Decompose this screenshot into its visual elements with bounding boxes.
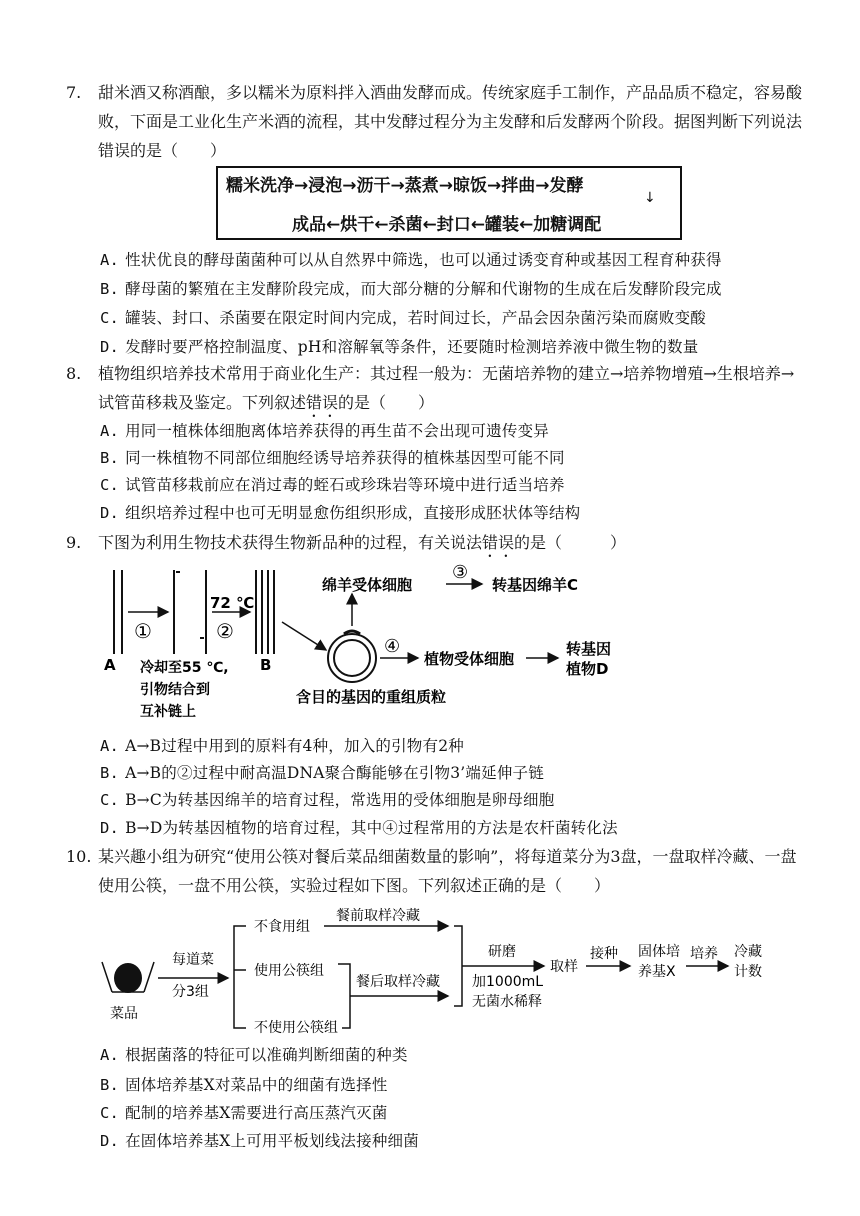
pcr-transgenic-diagram xyxy=(100,562,660,728)
separated-strands xyxy=(174,570,206,654)
flow-chart-box xyxy=(216,166,682,240)
group-1: 不食用组 xyxy=(254,919,310,935)
option-b: B. A→B的②过程中耐高温DNA聚合酶能够在引物3’端延伸子链 xyxy=(100,764,544,782)
dna-strand-a xyxy=(114,570,122,654)
plant-result-2: 植物D xyxy=(566,660,609,678)
label-b: B xyxy=(260,656,272,674)
arrow-to-plasmid xyxy=(282,622,326,650)
merge-bracket xyxy=(454,926,462,1006)
sample-label: 取样 xyxy=(550,959,578,975)
option-b: B. 固体培养基X对菜品中的细菌有选择性 xyxy=(100,1076,388,1094)
plasmid-icon xyxy=(328,631,376,682)
inoculate-label: 接种 xyxy=(590,946,618,962)
step-3-label: ③ xyxy=(452,562,469,583)
option-c: C. B→C为转基因绵羊的培育过程，常选用的受体细胞是卵母细胞 xyxy=(100,791,555,809)
option-d: D. B→D为转基因植物的培育过程，其中④过程常用的方法是农杆菌转化法 xyxy=(100,819,618,837)
step-1-label: ① xyxy=(134,619,152,643)
dilute-label-2: 无菌水稀释 xyxy=(472,994,542,1010)
question-stem: 下图为利用生物技术获得生物新品种的过程，有关说法错误的是（ ） xyxy=(98,533,627,552)
option-b: B. 酵母菌的繁殖在主发酵阶段完成，而大部分糖的分解和代谢物的生成在后发酵阶段完成 xyxy=(100,280,722,298)
step-2-label: ② xyxy=(216,619,234,643)
option-a: A. 性状优良的酵母菌菌种可以从自然界中筛选，也可以通过诱变育种或基因工程育种获得 xyxy=(100,251,722,269)
option-d: D. 组织培养过程中也可无明显愈伤组织形成，直接形成胚状体等结构 xyxy=(100,504,581,522)
group-bracket xyxy=(234,926,246,1028)
count-label-2: 计数 xyxy=(734,964,762,980)
dish-icon xyxy=(102,962,154,993)
sheep-cell: 绵羊受体细胞 xyxy=(322,576,413,594)
dna-strand-b xyxy=(256,570,274,654)
option-a: A. A→B过程中用到的原料有4种，加入的引物有2种 xyxy=(100,737,464,755)
option-c: C. 罐装、封口、杀菌要在限定时间内完成，若时间过长，产品会因杂菌污染而腐败变酸 xyxy=(100,309,706,327)
sheep-result: 转基因绵羊C xyxy=(492,576,579,594)
medium-label-2: 养基X xyxy=(638,964,676,980)
split-label-1: 每道菜 xyxy=(172,952,214,968)
flow-row-1: 糯米洗净→浸泡→沥干→蒸煮→晾饭→拌曲→发酵 xyxy=(226,176,584,196)
question-number: 9. xyxy=(66,533,82,552)
question-number: 10. xyxy=(66,847,92,866)
cool-note-1: 冷却至55 ℃, xyxy=(140,660,229,676)
grind-label: 研磨 xyxy=(488,944,516,960)
question-stem: 某兴趣小组为研究“使用公筷对餐后菜品细菌数量的影响”，将每道菜分为3盘，一盘取样冷藏、一盘使用公筷，一盘不用公筷，实验过程如下图。下列叙述正确的是（ ） xyxy=(98,847,797,895)
option-b: B. 同一株植物不同部位细胞经诱导培养获得的植株基因型可能不同 xyxy=(100,449,565,467)
question-stem: 植物组织培养技术常用于商业化生产：其过程一般为：无菌培养物的建立→培养物增殖→生根培养→试管苗移栽及鉴定。下列叙述错误的是（ ） xyxy=(98,364,795,412)
experiment-flow-diagram xyxy=(98,906,798,1036)
count-label-1: 冷藏 xyxy=(734,944,762,960)
option-c: C. 配制的培养基X需要进行高压蒸汽灭菌 xyxy=(100,1104,388,1122)
option-d: D. 在固体培养基X上可用平板划线法接种细菌 xyxy=(100,1132,419,1150)
cool-note-2: 引物结合到 xyxy=(140,682,210,698)
split-label-2: 分3组 xyxy=(172,984,209,1000)
question-9 xyxy=(66,528,806,561)
after-meal-bracket xyxy=(338,964,350,1028)
option-a: A. 用同一植株体细胞离体培养获得的再生苗不会出现可遗传变异 xyxy=(100,422,549,440)
plasmid-label: 含目的基因的重组质粒 xyxy=(296,688,447,706)
step-4-label: ④ xyxy=(384,636,401,657)
dilute-label-1: 加1000mL xyxy=(472,974,544,990)
culture-label: 培养 xyxy=(690,946,718,962)
question-number: 7. xyxy=(66,83,82,102)
option-a: A. 根据菌落的特征可以准确判断细菌的种类 xyxy=(100,1046,408,1064)
cool-note-3: 互补链上 xyxy=(140,704,196,720)
question-10 xyxy=(66,842,806,900)
flow-down-arrow: ↓ xyxy=(644,190,656,206)
question-stem: 甜米酒又称酒酿，多以糯米为原料拌入酒曲发酵而成。传统家庭手工制作，产品品质不稳定，容易酸败，下面是工业化生产米酒的流程，其中发酵过程分为主发酵和后发酵两个阶段。据图判断下列说法错误的是（ ） xyxy=(98,83,803,160)
after-meal-label: 餐后取样冷藏 xyxy=(356,974,440,990)
group-2: 使用公筷组 xyxy=(254,963,324,979)
option-d: D. 发酵时要严格控制温度、pH和溶解氧等条件，还要随时检测培养液中微生物的数量 xyxy=(100,338,699,356)
question-7 xyxy=(66,78,806,165)
before-meal-label: 餐前取样冷藏 xyxy=(336,908,420,924)
label-a: A xyxy=(104,656,116,674)
temp-72-label: 72 ℃ xyxy=(210,594,255,612)
option-c: C. 试管苗移栽前应在消过毒的蛭石或珍珠岩等环境中进行适当培养 xyxy=(100,476,565,494)
question-8 xyxy=(66,359,806,421)
plant-cell: 植物受体细胞 xyxy=(424,650,515,668)
dish-label: 菜品 xyxy=(110,1006,138,1022)
plant-result-1: 转基因 xyxy=(566,640,612,658)
group-3: 不使用公筷组 xyxy=(254,1020,338,1036)
flow-row-2: 成品←烘干←杀菌←封口←罐装←加糖调配 xyxy=(292,215,602,235)
medium-label-1: 固体培 xyxy=(638,944,680,960)
question-number: 8. xyxy=(66,364,82,383)
